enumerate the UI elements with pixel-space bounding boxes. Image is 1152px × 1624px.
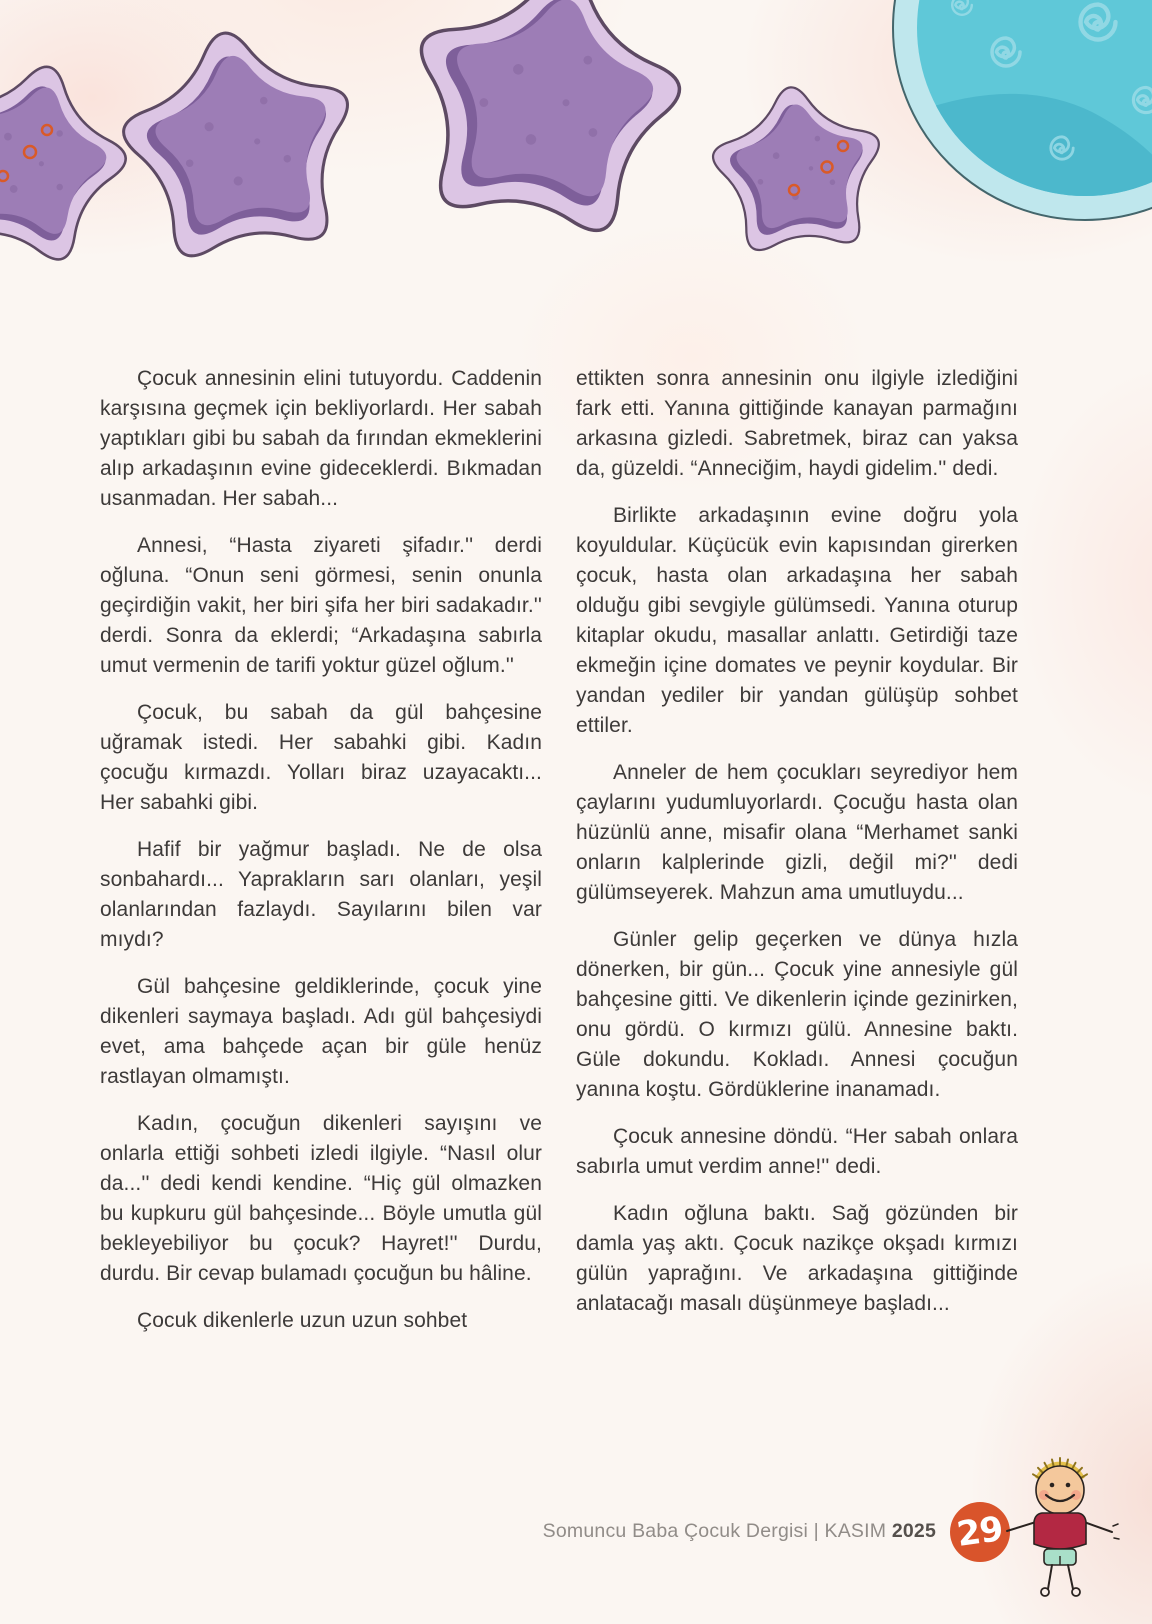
starfish-icon <box>708 80 888 253</box>
story-paragraph: Anneler de hem çocukları seyrediyor hem çaylarını yudumluyorlardı. Çocuğu hasta olan hüzünlü anne, misafir olana “Merhamet sanki onların kalplerinde gizli, değil mi?'' dedi gülümseyerek. Mahzun ama umutluydu... <box>576 761 1018 904</box>
footer-magazine-title: Somuncu Baba Çocuk Dergisi | KASIM <box>542 1520 887 1542</box>
water-bubble-icon <box>890 0 1152 245</box>
boy-illustration <box>1000 1452 1120 1602</box>
story-paragraph: Günler gelip geçerken ve dünya hızla dönerken, bir gün... Çocuk yine annesiyle gül bahçesine gitti. Ve dikenlerin içinde gezinirken, onu gördü. O kırmızı gülü. Annesine baktı. Güle dokundu. Kokladı. Annesi çocuğun yanına koştu. Gördüklerine inanamadı. <box>576 928 1018 1101</box>
story-paragraph: Annesi, “Hasta ziyareti şifadır.'' derdi oğluna. “Onun seni görmesi, senin onunla geçirdiğin vakit, her biri şifa her biri sadakadır.'' derdi. Sonra da eklerdi; “Arkadaşına sabırla umut vermenin de tarifi yoktur güzel oğlum.'' <box>100 534 542 677</box>
starfish-icon <box>112 17 366 263</box>
story-paragraph: Çocuk annesine döndü. “Her sabah onlara sabırla umut verdim anne!'' dedi. <box>576 1125 1018 1178</box>
footer-credit <box>543 1520 936 1543</box>
story-paragraph: Çocuk, bu sabah da gül bahçesine uğramak istedi. Her sabahki gibi. Kadın çocuğu kırmazdı. Yolları biraz uzayacaktı... Her sabahki gibi. <box>100 701 542 814</box>
story-paragraph: Hafif bir yağmur başladı. Ne de olsa sonbahardı... Yaprakların sarı olanları, yeşil olanlarından fazlaydı. Sayılarını bilen var mıydı? <box>100 838 542 951</box>
story-paragraph: Çocuk dikenlerle uzun uzun sohbet <box>137 1309 468 1332</box>
story-paragraph: Gül bahçesine geldiklerinde, çocuk yine dikenleri saymaya başladı. Adı gül bahçesiydi evet, ama bahçede açan bir güle henüz rastlayan olmamıştı. <box>100 975 542 1088</box>
starfish-icon <box>396 0 697 241</box>
footer-year: 2025 <box>891 1520 936 1542</box>
story-paragraph: ettikten sonra annesinin onu ilgiyle izlediğini fark etti. Yanına gittiğinde kanayan parmağını arkasına gizledi. Sabretmek, biraz can yaksa da, güzeldi. “Anneciğim, haydi gidelim.'' dedi. <box>576 367 1018 480</box>
story-paragraph: Birlikte arkadaşının evine doğru yola koyuldular. Küçücük evin kapısından girerken çocuk, hasta olan arkadaşına her sabah olduğu gibi sevgiyle gülümsedi. Yanına oturup kitaplar okudu, masallar anlattı. Getirdiği taze ekmeğin içine domates ve peynir koydular. Bir yandan yediler bir yandan gülüşüp sohbet ettiler. <box>576 504 1018 737</box>
starfish-icon <box>0 44 143 270</box>
left-column <box>100 364 542 1353</box>
page-number: 29 <box>954 1509 1006 1555</box>
decoration-banner <box>0 0 1152 345</box>
story-paragraph: Kadın, çocuğun dikenleri sayışını ve onlarla ettiği sohbeti izledi ilgiyle. “Nasıl olur da...'' dedi kendi kendine. “Hiç gül olmazken bu kupkuru gül bahçesinde... Böyle umutla gül bekleyebiliyor bu çocuk? Hayret!'' Durdu, durdu. Bir cevap bulamadı çocuğun bu hâline. <box>100 1112 542 1285</box>
story-paragraph: Çocuk annesinin elini tutuyordu. Caddenin karşısına geçmek için bekliyorlardı. Her sabah yaptıkları gibi bu sabah da fırından ekmeklerini alıp arkadaşının evine gideceklerdi. Bıkmadan usanmadan. Her sabah... <box>100 367 542 510</box>
right-column <box>576 364 1018 1353</box>
story-content <box>100 364 1018 1353</box>
story-paragraph: Kadın oğluna baktı. Sağ gözünden bir damla yaş aktı. Çocuk nazikçe okşadı kırmızı gülün yaprağını. Ve arkadaşına gittiğinde anlatacağı masalı düşünmeye başladı... <box>576 1202 1018 1315</box>
